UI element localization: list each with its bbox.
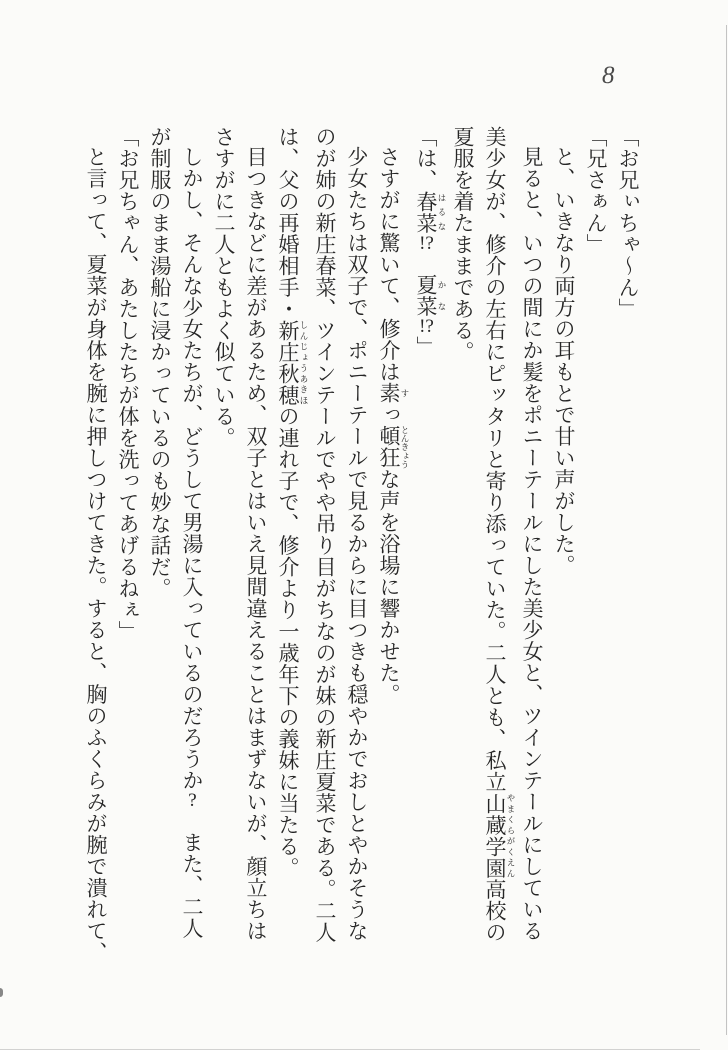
page-number: 8 <box>602 62 615 89</box>
tate-chu-yoko: ? <box>188 790 197 810</box>
text-line: が制服のまま湯船に浸かっているのも妙な話だ。 <box>148 126 172 599</box>
text-line: 「お兄ぃちゃ～ん」 <box>616 126 640 320</box>
text-line: 「は、春菜 はるな!? 夏菜 かな!?」 <box>414 126 447 358</box>
text-line: 「兄さぁん」 <box>584 126 608 255</box>
text-line: さすがに二人ともよく似ている。 <box>212 126 236 449</box>
tate-chu-yoko: !? <box>419 317 434 336</box>
text-line: 目つきなどに差があるため、双子とはいえ見間違えることはまずないが、顔立ちは <box>244 145 268 942</box>
ruby-annotated-word: 春菜 はるな <box>414 190 447 234</box>
tate-chu-yoko: !? <box>419 233 434 253</box>
ruby-annotated-word: 夏菜 かな <box>414 274 447 317</box>
text-line: は、父の再婚相手・新庄秋穂 しんじょうあきほの連れ子で、修介より一歳年下の義妹に当たる。 <box>276 126 309 879</box>
text-line: 美少女が、修介の左右にピッタリと寄り添っていた。二人とも、私立山蔵学園 やまくらがくえん高校の <box>483 126 516 943</box>
text-line: 少女たちは双子で、ポニーテールで見るからに目つきも穏やかでおしとやかそうな <box>345 145 369 942</box>
text-line: 見ると、いつの間にか髪をポニーテールにした美少女と、ツインテールにしている <box>520 145 544 942</box>
text-block <box>80 126 644 972</box>
ruby-annotated-word: 新庄秋穂 しんじょうあきほ <box>276 319 309 406</box>
text-line: と言って、夏菜が身体を腕に押しつけてきた。すると、胸のふくらみが腕で潰れて、 <box>84 145 108 963</box>
text-line: と、いきなり両方の耳もとで甘い声がした。 <box>552 145 576 576</box>
ruby-annotated-word: 素 す <box>377 382 410 404</box>
ruby-annotated-word: 頓狂 とんきょう <box>377 425 410 469</box>
text-line: さすがに驚いて、修介は素 すっ頓狂 とんきょうな声を浴場に響かせた。 <box>377 145 410 705</box>
text-line: 夏服を着たままである。 <box>451 126 475 363</box>
text-line: しかし、そんな少女たちが、どうして男湯に入っているのだろうか? また、二人 <box>180 145 204 939</box>
text-line: 「お兄ちゃん、あたしたちが体を洗ってあげるねぇ」 <box>116 126 140 642</box>
ruby-annotated-word: 山蔵学園 やまくらがくえん <box>483 792 516 879</box>
scan-mark-left <box>0 988 3 997</box>
text-line: のが姉の新庄春菜、ツインテールでやや吊り目がちなのが妹の新庄夏菜である。二人 <box>313 126 337 943</box>
scan-edge-right <box>726 25 727 1035</box>
